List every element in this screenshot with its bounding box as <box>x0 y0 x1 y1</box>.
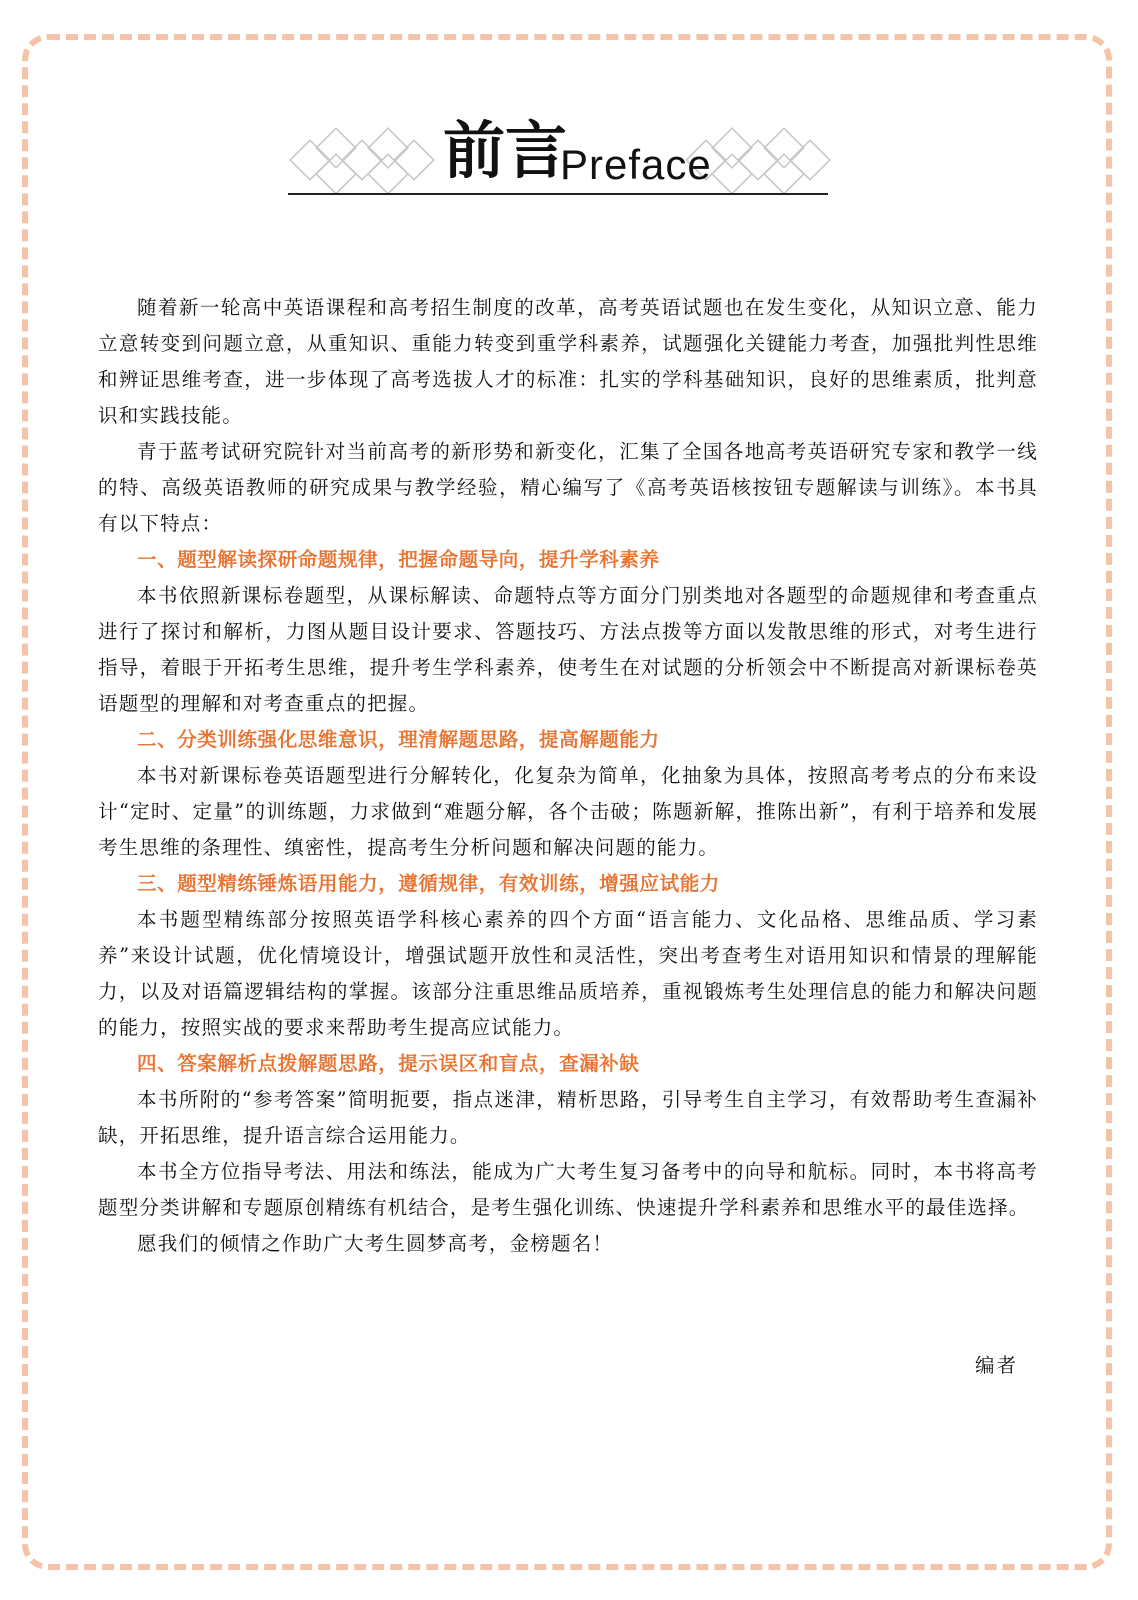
feature-text-4: 本书所附的“参考答案”简明扼要，指点迷津，精析思路，引导考生自主学习，有效帮助考生查漏补缺，开拓思维，提升语言综合运用能力。 <box>98 1088 1038 1147</box>
feature-heading-4: 四、答案解析点拨解题思路，提示误区和盲点，查漏补缺 <box>137 1052 640 1075</box>
feature-text-2: 本书对新课标卷英语题型进行分解转化，化复杂为简单，化抽象为具体，按照高考考点的分布来设计“定时、定量”的训练题，力求做到“难题分解，各个击破；陈题新解，推陈出新”，有利于培养和发展考生思维的条理性、缜密性，提高考生分析问题和解决问题的能力。 <box>98 764 1038 859</box>
feature-text-3: 本书题型精练部分按照英语学科核心素养的四个方面“语言能力、文化品格、思维品质、学习素养”来设计试题，优化情境设计，增强试题开放性和灵活性，突出考查考生对语用知识和情景的理解能力，以及对语篇逻辑结构的掌握。该部分注重思维品质培养，重视锻炼考生处理信息的能力和解决问题的能力，按照实战的要求来帮助考生提高应试能力。 <box>98 908 1038 1039</box>
feature-heading-1: 一、题型解读探研命题规律，把握命题导向，提升学科素养 <box>137 548 660 571</box>
closing-paragraph-2: 愿我们的倾情之作助广大考生圆梦高考，金榜题名！ <box>137 1232 614 1255</box>
title-english: Preface <box>560 141 712 188</box>
left-diamond-pattern <box>290 128 434 194</box>
feature-heading-3: 三、题型精练锤炼语用能力，遵循规律，有效训练，增强应试能力 <box>137 872 720 895</box>
closing-paragraph-1: 本书全方位指导考法、用法和练法，能成为广大考生复习备考中的向导和航标。同时，本书将高考题型分类讲解和专题原创精练有机结合，是考生强化训练、快速提升学科素养和思维水平的最佳选择。 <box>98 1160 1038 1219</box>
intro-paragraph-1: 随着新一轮高中英语课程和高考招生制度的改革，高考英语试题也在发生变化，从知识立意、能力立意转变到问题立意，从重知识、重能力转变到重学科素养，试题强化关键能力考查，加强批判性思维和辨证思维考查，进一步体现了高考选拔人才的标准：扎实的学科基础知识，良好的思维素质，批判意识和实践技能。 <box>98 296 1038 427</box>
page-header <box>0 0 1138 240</box>
intro-paragraph-2: 青于蓝考试研究院针对当前高考的新形势和新变化，汇集了全国各地高考英语研究专家和教学一线的特、高级英语教师的研究成果与教学经验，精心编写了《高考英语核按钮专题解读与训练》。本书具有以下特点： <box>98 440 1038 535</box>
signature: 编者 <box>974 1354 1018 1377</box>
feature-text-1: 本书依照新课标卷题型，从课标解读、命题特点等方面分门别类地对各题型的命题规律和考查重点进行了探讨和解析，力图从题目设计要求、答题技巧、方法点拨等方面以发散思维的形式，对考生进行指导，着眼于开拓考生思维，提升考生学科素养，使考生在对试题的分析领会中不断提高对新课标卷英语题型的理解和对考查重点的把握。 <box>98 584 1038 715</box>
title-chinese: 前言 <box>443 114 568 187</box>
feature-heading-2: 二、分类训练强化思维意识，理清解题思路，提高解题能力 <box>137 728 660 751</box>
preface-body <box>98 290 1038 1262</box>
